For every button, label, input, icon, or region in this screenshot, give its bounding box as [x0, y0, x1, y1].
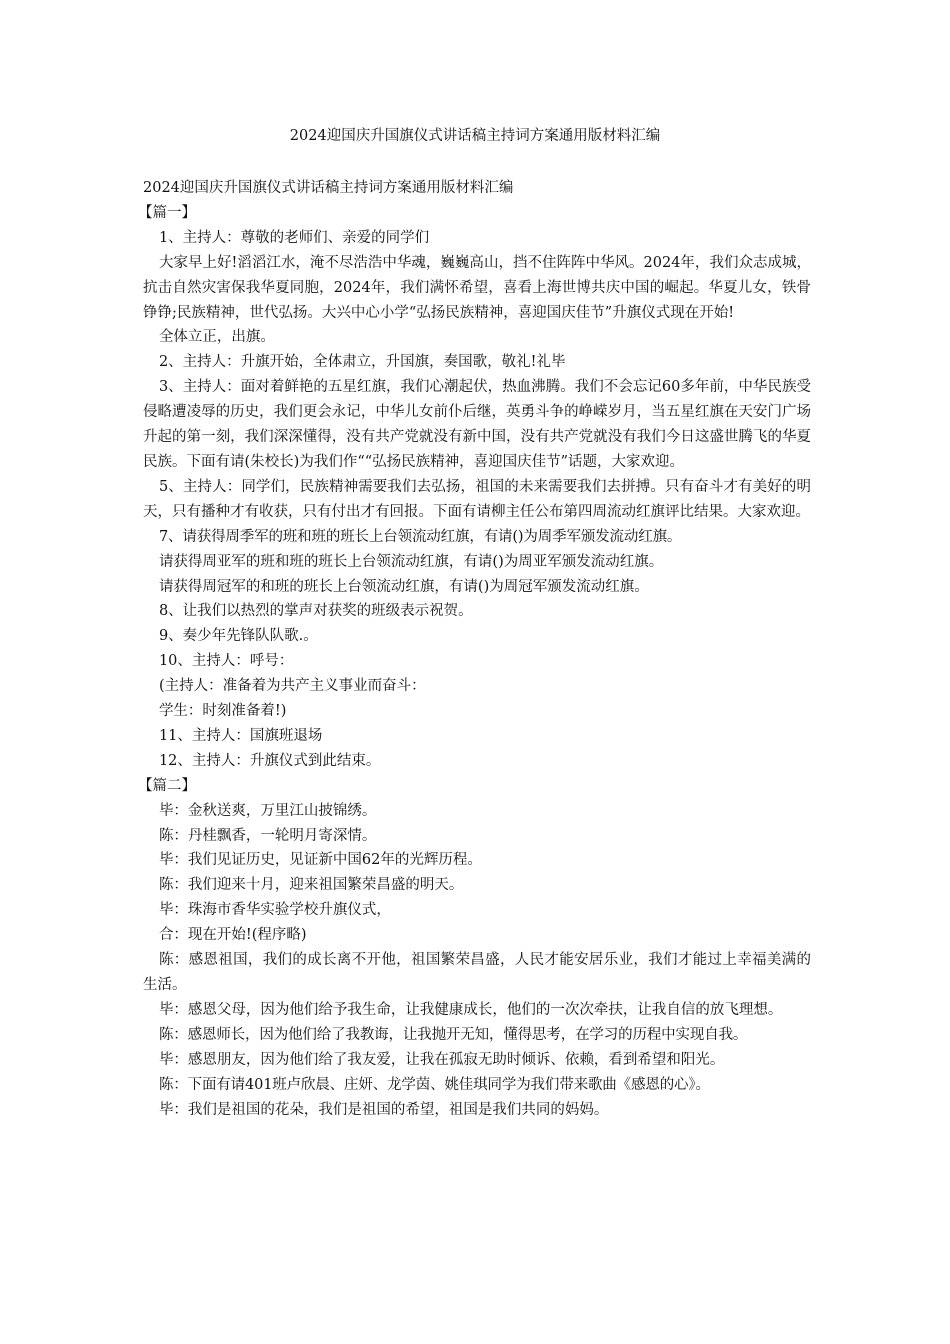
paragraph: 请获得周冠军的和班的班长上台领流动红旗，有请()为周冠军颁发流动红旗。	[158, 578, 649, 595]
paragraph: 陈：感恩师长，因为他们给了我教诲，让我抛开无知，懂得思考，在学习的历程中实现自我。	[158, 1026, 748, 1043]
paragraph: 9、奏少年先锋队队歌.。	[158, 628, 318, 645]
section-heading-1: 【篇一】	[138, 204, 196, 221]
paragraph: (主持人：准备着为共产主义事业而奋斗：	[158, 678, 426, 695]
paragraph: 合：现在开始!(程序略)	[158, 927, 307, 944]
paragraph: 陈：下面有请401班卢欣晨、庄妍、龙学茵、姚佳琪同学为我们带来歌曲《感恩的心》。	[158, 1076, 710, 1093]
paragraph: 毕：我们见证历史，见证新中国62年的光辉历程。	[158, 852, 482, 869]
paragraph: 3、主持人：面对着鲜艳的五星红旗，我们心潮起伏，热血沸腾。我们不会忘记60多年前，中华民族受侵略遭凌辱的历史，我们更会永记，中华儿女前仆后继，英勇斗争的峥嵘岁月，当五星红旗在天安门广场升起的第一刻，我们深深懂得，没有共产党就没有新中国，没有共产党就没有我们今日这盛世腾飞的华夏民族。下面有请(朱校长)为我们作““弘扬民族精神，喜迎国庆佳节”话题，大家欢迎。	[143, 379, 811, 470]
paragraph: 陈：我们迎来十月，迎来祖国繁荣昌盛的明天。	[158, 877, 464, 894]
paragraph: 7、请获得周季军的班和班的班长上台领流动红旗，有请()为周季军颁发流动红旗。	[158, 528, 682, 545]
paragraph: 全体立正，出旗。	[158, 329, 275, 346]
paragraph: 10、主持人：呼号：	[158, 653, 294, 670]
paragraph: 毕：我们是祖国的花朵，我们是祖国的希望，祖国是我们共同的妈妈。	[158, 1101, 609, 1118]
paragraph: 陈：感恩祖国，我们的成长离不开他，祖国繁荣昌盛，人民才能安居乐业，我们才能过上幸福美满的生活。	[143, 952, 811, 993]
paragraph: 毕：感恩朋友，因为他们给了我友爱，让我在孤寂无助时倾诉、依赖，看到希望和阳光。	[158, 1051, 725, 1068]
paragraph: 学生：时刻准备着!)	[158, 703, 287, 720]
paragraph: 5、主持人：同学们，民族精神需要我们去弘扬，祖国的未来需要我们去拼搏。只有奋斗才有美好的明天，只有播种才有收获，只有付出才有回报。下面有请柳主任公布第四周流动红旗评比结果。大家欢迎。	[143, 478, 811, 520]
paragraph: 毕：珠海市香华实验学校升旗仪式，	[158, 902, 391, 919]
paragraph: 请获得周亚军的班和班的班长上台领流动红旗，有请()为周亚军颁发流动红旗。	[158, 553, 664, 570]
paragraph: 12、主持人：升旗仪式到此结束。	[158, 752, 381, 769]
document-body	[138, 176, 811, 1122]
section-heading-2: 【篇二】	[138, 777, 196, 794]
paragraph: 8、让我们以热烈的掌声对获奖的班级表示祝贺。	[158, 603, 473, 620]
paragraph: 毕：感恩父母，因为他们给予我生命，让我健康成长，他们的一次次牵扶，让我自信的放飞理想。	[158, 1001, 783, 1018]
paragraph: 2、主持人：升旗开始，全体肃立，升国旗，奏国歌，敬礼!礼毕	[158, 354, 566, 371]
paragraph: 1、主持人：尊敬的老师们、亲爱的同学们	[158, 229, 430, 246]
paragraph: 大家早上好!滔滔江水，淹不尽浩浩中华魂，巍巍高山，挡不住阵阵中华风。2024年，我们众志成城，抗击自然灾害保我华夏同胞，2024年，我们满怀希望，喜看上海世博共庆中国的崛起。华夏儿女，铁骨铮铮;民族精神，世代弘扬。大兴中心小学“弘扬民族精神，喜迎国庆佳节”升旗仪式现在开始!	[143, 254, 811, 321]
page-title: 2024迎国庆升国旗仪式讲话稿主持词方案通用版材料汇编	[289, 128, 661, 144]
document-title: 2024迎国庆升国旗仪式讲话稿主持词方案通用版材料汇编	[143, 180, 514, 196]
paragraph: 毕：金秋送爽，万里江山披锦绣。	[158, 802, 377, 819]
paragraph: 11、主持人：国旗班退场	[158, 727, 323, 744]
paragraph: 陈：丹桂飘香，一轮明月寄深情。	[158, 827, 377, 844]
